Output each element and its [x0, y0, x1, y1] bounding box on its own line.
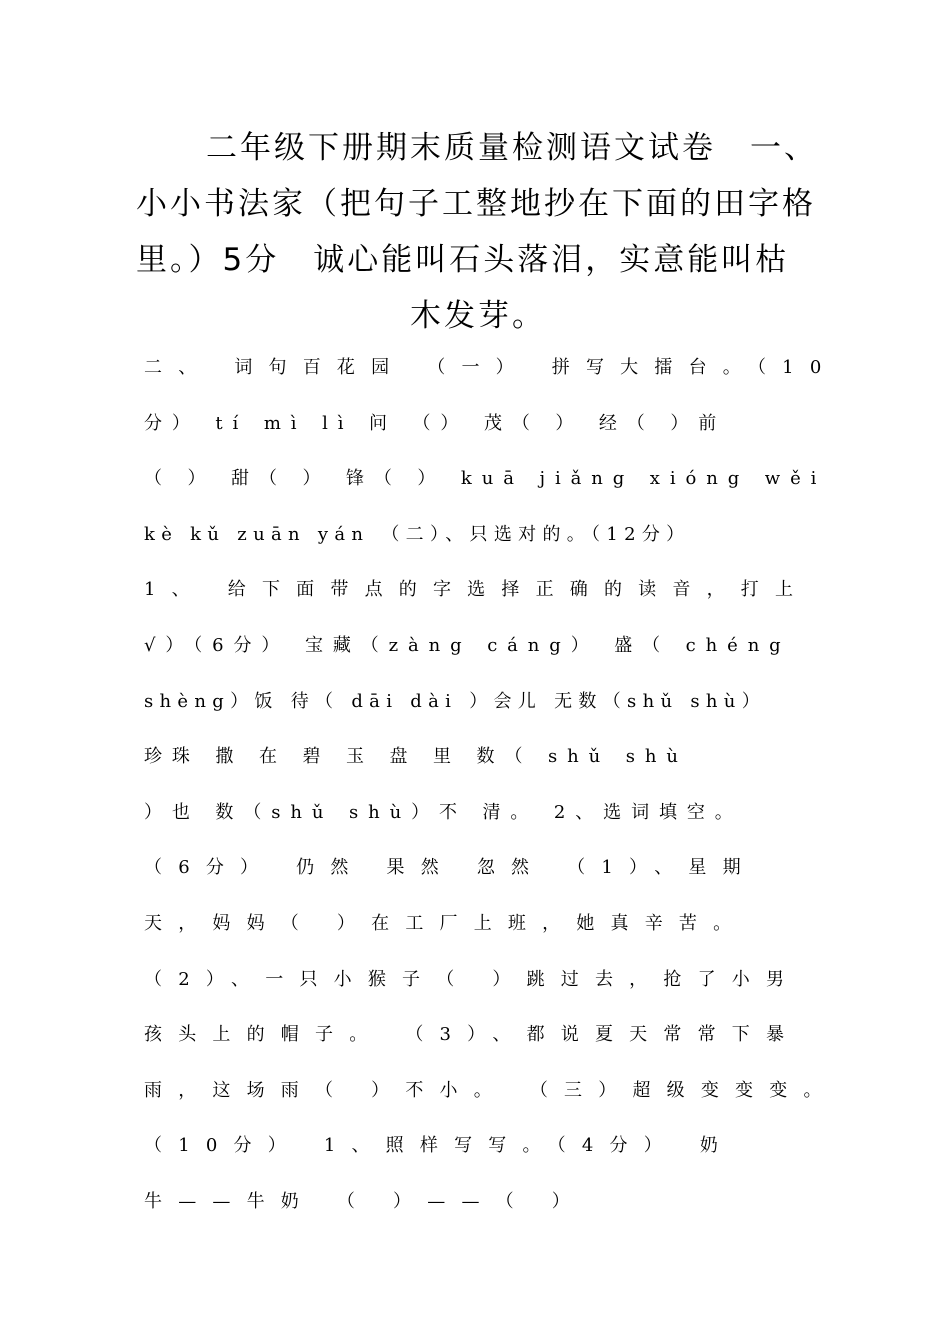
- body-line: 天，妈妈（ ）在工厂上班，她真辛苦。: [144, 912, 748, 934]
- body-line: 珍珠 撒 在 碧 玉 盘 里 数（ shǔ shù: [144, 746, 688, 768]
- body-line: 牛——牛奶 （ ）——（ ）: [144, 1190, 586, 1212]
- body-line: 1、 给下面带点的字选择正确的读音，打上: [144, 579, 810, 601]
- exam-title-line: 二年级下册期末质量检测语文试卷 一、: [206, 130, 818, 166]
- body-line: 分） tí mì lì 问 （） 茂（ ） 经（ ）前: [144, 412, 727, 434]
- body-line: √）（6分） 宝藏（zàng cáng） 盛（ chéng: [144, 634, 791, 656]
- section-one-sentence-end: 木发芽。: [410, 298, 546, 334]
- body-line: ）也 数（shǔ shù）不 清。 2、选词填空。: [144, 801, 743, 823]
- exam-body: [144, 340, 844, 1230]
- exam-heading: [136, 120, 820, 344]
- body-line: shèng）饭 待（ dāi dài ）会儿 无数（shǔ shù）: [144, 690, 766, 712]
- body-line: 孩头上的帽子。 （3）、都说夏天常常下暴: [144, 1024, 801, 1046]
- body-line: 二、 词句百花园 （一） 拼写大擂台。（10: [144, 357, 838, 378]
- section-one-instruction-line: 小小书法家（把句子工整地抄在下面的田字格: [136, 186, 816, 222]
- body-line: （10分） 1、照样写写。（4分） 奶: [144, 1135, 735, 1157]
- body-line: （6分） 仍然 果然 忽然 （1）、星期: [144, 857, 757, 879]
- body-line: 雨，这场雨（ ）不小。 （三）超级变变变。: [144, 1079, 838, 1101]
- body-line: kè kǔ zuān yán （二）、只选对的。（12分）: [144, 523, 691, 545]
- body-line: （2）、一只小猴子（ ）跳过去，抢了小男: [144, 968, 801, 990]
- section-one-sentence-line: 里。）5分 诚心能叫石头落泪，实意能叫枯: [136, 242, 790, 278]
- body-line: （ ） 甜（ ） 锋（ ） kuā jiǎng xióng wěi: [144, 468, 827, 490]
